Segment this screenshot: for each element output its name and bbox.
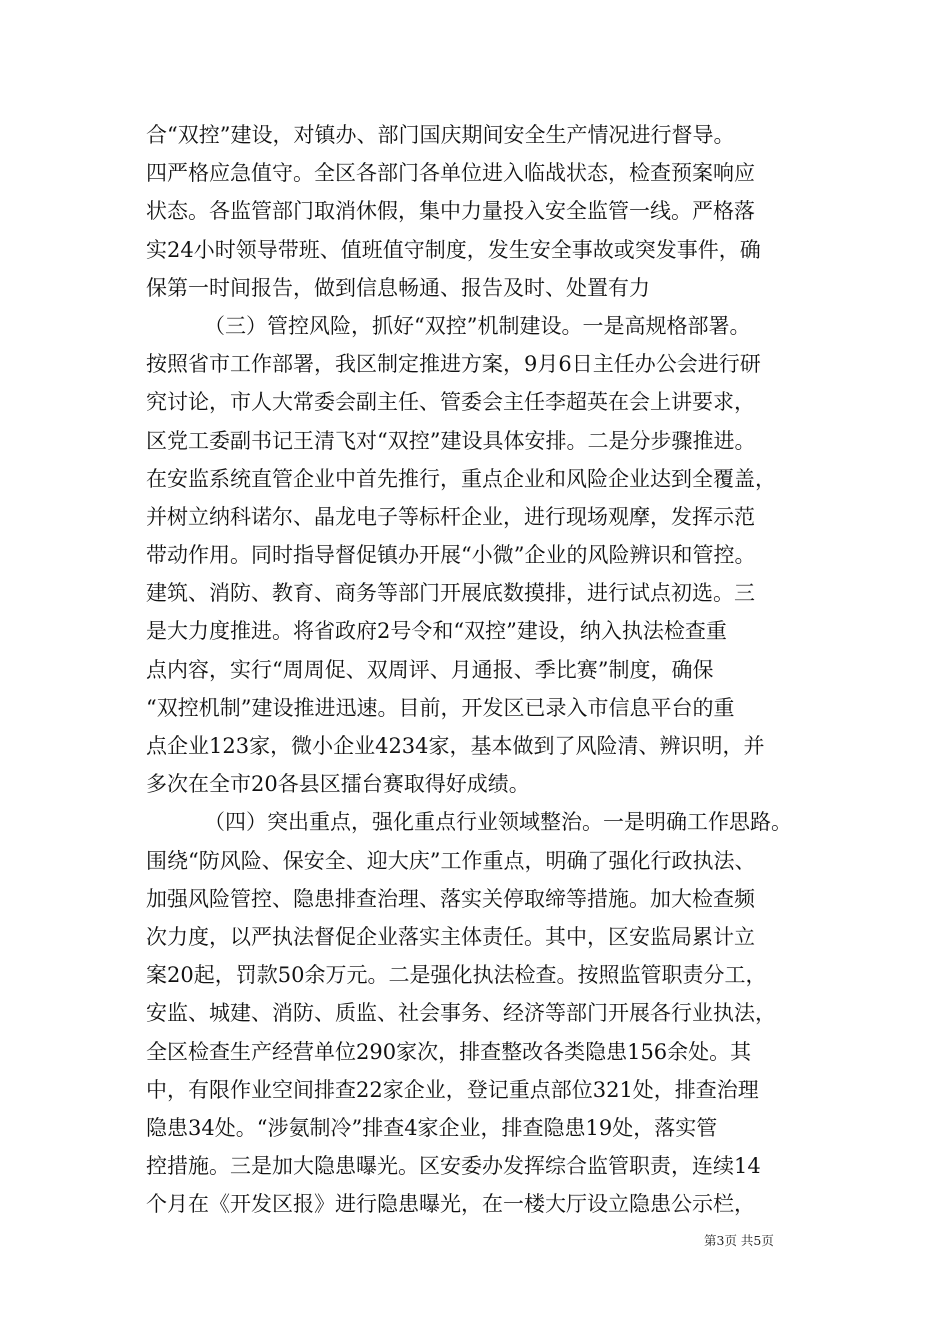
text-line: 点内容，实行“周周促、双周评、月通报、季比赛”制度，确保 <box>146 657 714 682</box>
page-number: 第3页 共5页 <box>704 1233 774 1248</box>
text-line: 点企业123家，微小企业4234家，基本做到了风险清、辨识明，并 <box>146 734 765 758</box>
text-line: 安监、城建、消防、质监、社会事务、经济等部门开展各行业执法， <box>146 1001 776 1026</box>
section-heading-line: （四）突出重点，强化重点行业领域整治。一是明确工作思路。 <box>204 810 792 835</box>
text-line: 是大力度推进。将省政府2号令和“双控”建设，纳入执法检查重 <box>146 619 727 644</box>
text-line: 保第一时间报告，做到信息畅通、报告及时、处置有力 <box>146 275 650 300</box>
text-line: 控措施。三是加大隐患曝光。区安委办发挥综合监管职责，连续14 <box>146 1154 761 1179</box>
text-line: 状态。各监管部门取消休假，集中力量投入安全监管一线。严格落 <box>146 199 755 224</box>
text-line: 全区检查生产经营单位290家次，排查整改各类隐患156余处。其 <box>146 1039 752 1064</box>
text-line: 按照省市工作部署，我区制定推进方案，9月6日主任办公会进行研 <box>146 352 761 377</box>
text-line: 中，有限作业空间排查22家企业，登记重点部位321处，排查治理 <box>146 1077 759 1102</box>
text-line: 合“双控”建设，对镇办、部门国庆期间安全生产情况进行督导。 <box>146 123 735 147</box>
text-line: 次力度，以严执法督促企业落实主体责任。其中，区安监局累计立 <box>146 924 755 949</box>
text-line: 个月在《开发区报》进行隐患曝光，在一楼大厅设立隐患公示栏， <box>146 1192 755 1217</box>
text-line: 多次在全市20各县区擂台赛取得好成绩。 <box>146 772 530 797</box>
text-line: 实24小时领导带班、值班值守制度，发生安全事故或突发事件，确 <box>146 237 761 262</box>
text-line: “双控机制”建设推进迅速。目前，开发区已录入市信息平台的重 <box>146 695 735 720</box>
text-line: 并树立纳科诺尔、晶龙电子等标杆企业，进行现场观摩，发挥示范 <box>146 504 755 529</box>
section-heading-line: （三）管控风险，抓好“双控”机制建设。一是高规格部署。 <box>204 313 751 338</box>
text-line: 究讨论，市人大常委会副主任、管委会主任李超英在会上讲要求， <box>146 390 755 415</box>
text-line: 加强风险管控、隐患排查治理、落实关停取缔等措施。加大检查频 <box>146 886 755 911</box>
text-line: 四严格应急值守。全区各部门各单位进入临战状态，检查预案响应 <box>146 161 755 186</box>
text-line: 隐患34处。“涉氨制冷”排查4家企业，排查隐患19处，落实管 <box>146 1115 718 1140</box>
text-line: 带动作用。同时指导督促镇办开展“小微”企业的风险辨识和管控。 <box>146 543 756 568</box>
text-line: 建筑、消防、教育、商务等部门开展底数摸排，进行试点初选。三 <box>146 581 755 606</box>
text-line: 区党工委副书记王清飞对“双控”建设具体安排。二是分步骤推进。 <box>146 428 756 453</box>
text-line: 在安监系统直管企业中首先推行，重点企业和风险企业达到全覆盖， <box>146 466 776 491</box>
text-line: 围绕“防风险、保安全、迎大庆”工作重点，明确了强化行政执法、 <box>146 848 756 873</box>
document-body <box>146 116 814 1223</box>
text-line: 案20起，罚款50余万元。二是强化执法检查。按照监管职责分工， <box>146 963 767 988</box>
